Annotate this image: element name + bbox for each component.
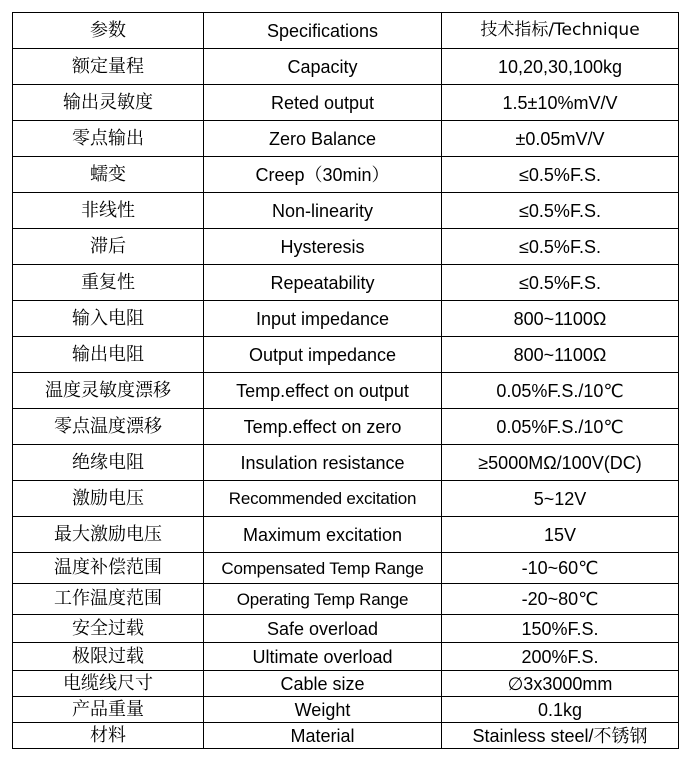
tech-cell: 0.05%F.S./10℃	[442, 409, 679, 445]
tech-cell: 150%F.S.	[442, 615, 679, 643]
spec-cell: Material	[204, 723, 442, 749]
table-row	[13, 49, 679, 85]
spec-cell: Insulation resistance	[204, 445, 442, 481]
header-row	[13, 13, 679, 49]
spec-cell: Recommended excitation	[204, 481, 442, 517]
param-cell: 温度补偿范围	[13, 553, 204, 584]
spec-cell: Input impedance	[204, 301, 442, 337]
spec-cell: Creep（30min）	[204, 157, 442, 193]
spec-cell: Ultimate overload	[204, 643, 442, 671]
param-cell: 蠕变	[13, 157, 204, 193]
tech-cell: 0.1kg	[442, 697, 679, 723]
param-cell: 产品重量	[13, 697, 204, 723]
param-cell: 零点温度漂移	[13, 409, 204, 445]
header-spec: Specifications	[204, 13, 442, 49]
spec-cell: Compensated Temp Range	[204, 553, 442, 584]
table-row	[13, 517, 679, 553]
table-row	[13, 643, 679, 671]
table-row	[13, 373, 679, 409]
param-cell: 输出电阻	[13, 337, 204, 373]
param-cell: 激励电压	[13, 481, 204, 517]
table-row	[13, 671, 679, 697]
spec-cell: Temp.effect on zero	[204, 409, 442, 445]
spec-cell: Temp.effect on output	[204, 373, 442, 409]
param-cell: 非线性	[13, 193, 204, 229]
tech-cell: Stainless steel/不锈钢	[442, 723, 679, 749]
tech-cell: ≤0.5%F.S.	[442, 229, 679, 265]
spec-cell: Operating Temp Range	[204, 584, 442, 615]
param-cell: 极限过载	[13, 643, 204, 671]
table-row	[13, 157, 679, 193]
table-row	[13, 445, 679, 481]
tech-cell: 200%F.S.	[442, 643, 679, 671]
spec-cell: Repeatability	[204, 265, 442, 301]
spec-cell: Maximum excitation	[204, 517, 442, 553]
param-cell: 安全过载	[13, 615, 204, 643]
table-row	[13, 229, 679, 265]
tech-cell: ±0.05mV/V	[442, 121, 679, 157]
table-row	[13, 409, 679, 445]
table-row	[13, 121, 679, 157]
param-cell: 材料	[13, 723, 204, 749]
param-cell: 额定量程	[13, 49, 204, 85]
table-row	[13, 193, 679, 229]
param-cell: 电缆线尺寸	[13, 671, 204, 697]
tech-cell: 800~1100Ω	[442, 337, 679, 373]
param-cell: 重复性	[13, 265, 204, 301]
spec-cell: Reted output	[204, 85, 442, 121]
spec-cell: Hysteresis	[204, 229, 442, 265]
param-cell: 温度灵敏度漂移	[13, 373, 204, 409]
tech-cell: 1.5±10%mV/V	[442, 85, 679, 121]
specifications-table	[12, 12, 679, 749]
spec-cell: Safe overload	[204, 615, 442, 643]
table-row	[13, 615, 679, 643]
spec-cell: Non-linearity	[204, 193, 442, 229]
tech-cell: ≥5000MΩ/100V(DC)	[442, 445, 679, 481]
table-row	[13, 553, 679, 584]
table-row	[13, 697, 679, 723]
table-row	[13, 584, 679, 615]
tech-cell: 800~1100Ω	[442, 301, 679, 337]
table-row	[13, 337, 679, 373]
tech-cell: -10~60℃	[442, 553, 679, 584]
spec-cell: Output impedance	[204, 337, 442, 373]
tech-cell: 15V	[442, 517, 679, 553]
param-cell: 工作温度范围	[13, 584, 204, 615]
param-cell: 最大激励电压	[13, 517, 204, 553]
param-cell: 绝缘电阻	[13, 445, 204, 481]
table-row	[13, 723, 679, 749]
tech-cell: 10,20,30,100kg	[442, 49, 679, 85]
spec-cell: Cable size	[204, 671, 442, 697]
table-row	[13, 265, 679, 301]
spec-cell: Zero Balance	[204, 121, 442, 157]
param-cell: 滞后	[13, 229, 204, 265]
table-row	[13, 481, 679, 517]
table-row	[13, 301, 679, 337]
tech-cell: ≤0.5%F.S.	[442, 193, 679, 229]
tech-cell: ≤0.5%F.S.	[442, 265, 679, 301]
tech-cell: ∅3x3000mm	[442, 671, 679, 697]
param-cell: 零点输出	[13, 121, 204, 157]
param-cell: 输出灵敏度	[13, 85, 204, 121]
spec-cell: Weight	[204, 697, 442, 723]
tech-cell: ≤0.5%F.S.	[442, 157, 679, 193]
spec-cell: Capacity	[204, 49, 442, 85]
header-param: 参数	[13, 13, 204, 49]
param-cell: 输入电阻	[13, 301, 204, 337]
header-tech: 技术指标/Technique	[442, 13, 679, 49]
tech-cell: 5~12V	[442, 481, 679, 517]
table-row	[13, 85, 679, 121]
tech-cell: 0.05%F.S./10℃	[442, 373, 679, 409]
tech-cell: -20~80℃	[442, 584, 679, 615]
